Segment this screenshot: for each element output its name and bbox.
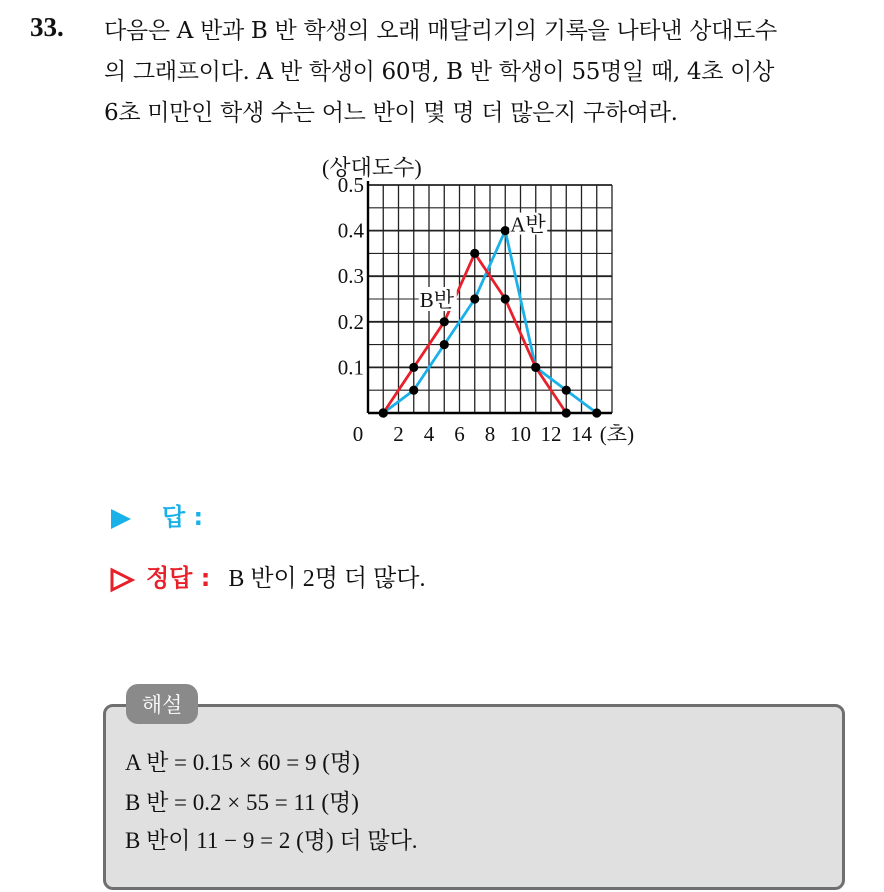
data-point	[501, 226, 510, 235]
data-point	[592, 408, 601, 417]
y-tick-label: 0.1	[337, 355, 364, 380]
y-tick-label: 0.3	[337, 264, 364, 289]
data-point	[501, 294, 510, 303]
data-point	[440, 340, 449, 349]
correct-answer-value: B 반이 2명 더 많다.	[228, 566, 426, 592]
question-text-line-1: 다음은 A 반과 B 반 학생의 오래 매달리기의 기록을 나타낸 상대도수	[104, 18, 777, 44]
y-tick-label: 0.5	[337, 173, 364, 197]
answer-label: 답 :	[162, 503, 204, 531]
relative-frequency-chart	[300, 148, 650, 453]
answer-triangle-icon	[108, 506, 134, 532]
data-point	[470, 249, 479, 258]
y-tick-label: 0.4	[337, 218, 364, 243]
question-text-line-3: 6초 미만인 학생 수는 어느 반이 몇 명 더 많은지 구하여라.	[104, 100, 678, 126]
x-tick-label: 12	[540, 422, 562, 446]
explanation-line-3: B 반이 11 − 9 = 2 (명) 더 많다.	[125, 828, 418, 853]
data-point	[440, 317, 449, 326]
explanation-line-2: B 반 = 0.2 × 55 = 11 (명)	[125, 790, 359, 815]
x-tick-label: 8	[484, 422, 496, 446]
x-tick-label: 2	[393, 422, 404, 446]
question-number: 33.	[30, 12, 64, 42]
data-point	[562, 386, 571, 395]
data-point	[562, 408, 571, 417]
data-point	[531, 363, 540, 372]
x-tick-label: 4	[423, 422, 435, 446]
y-axis-label: (상대도수)	[322, 155, 422, 180]
data-point	[409, 363, 418, 372]
x-tick-label: 6	[454, 422, 465, 446]
explanation-tab: 해설	[126, 684, 198, 724]
y-tick-label: 0.2	[337, 309, 364, 334]
series-label-b: B반	[419, 288, 455, 312]
x-tick-label: 14	[571, 422, 592, 446]
x-axis-label: (초)	[599, 422, 635, 446]
origin-label: 0	[352, 422, 364, 446]
data-point	[409, 386, 418, 395]
question-text-line-2: 의 그래프이다. A 반 학생이 60명, B 반 학생이 55명일 때, 4초 이상	[104, 59, 775, 85]
data-point	[379, 408, 388, 417]
data-point	[470, 294, 479, 303]
explanation-line-1: A 반 = 0.15 × 60 = 9 (명)	[125, 750, 360, 775]
answer-row	[108, 497, 221, 532]
correct-answer-label: 정답 :	[146, 564, 211, 592]
correct-answer-row	[108, 558, 425, 594]
correct-answer-triangle-icon	[108, 566, 136, 594]
series-label-a: A반	[510, 212, 546, 237]
x-tick-label: 10	[510, 422, 531, 446]
